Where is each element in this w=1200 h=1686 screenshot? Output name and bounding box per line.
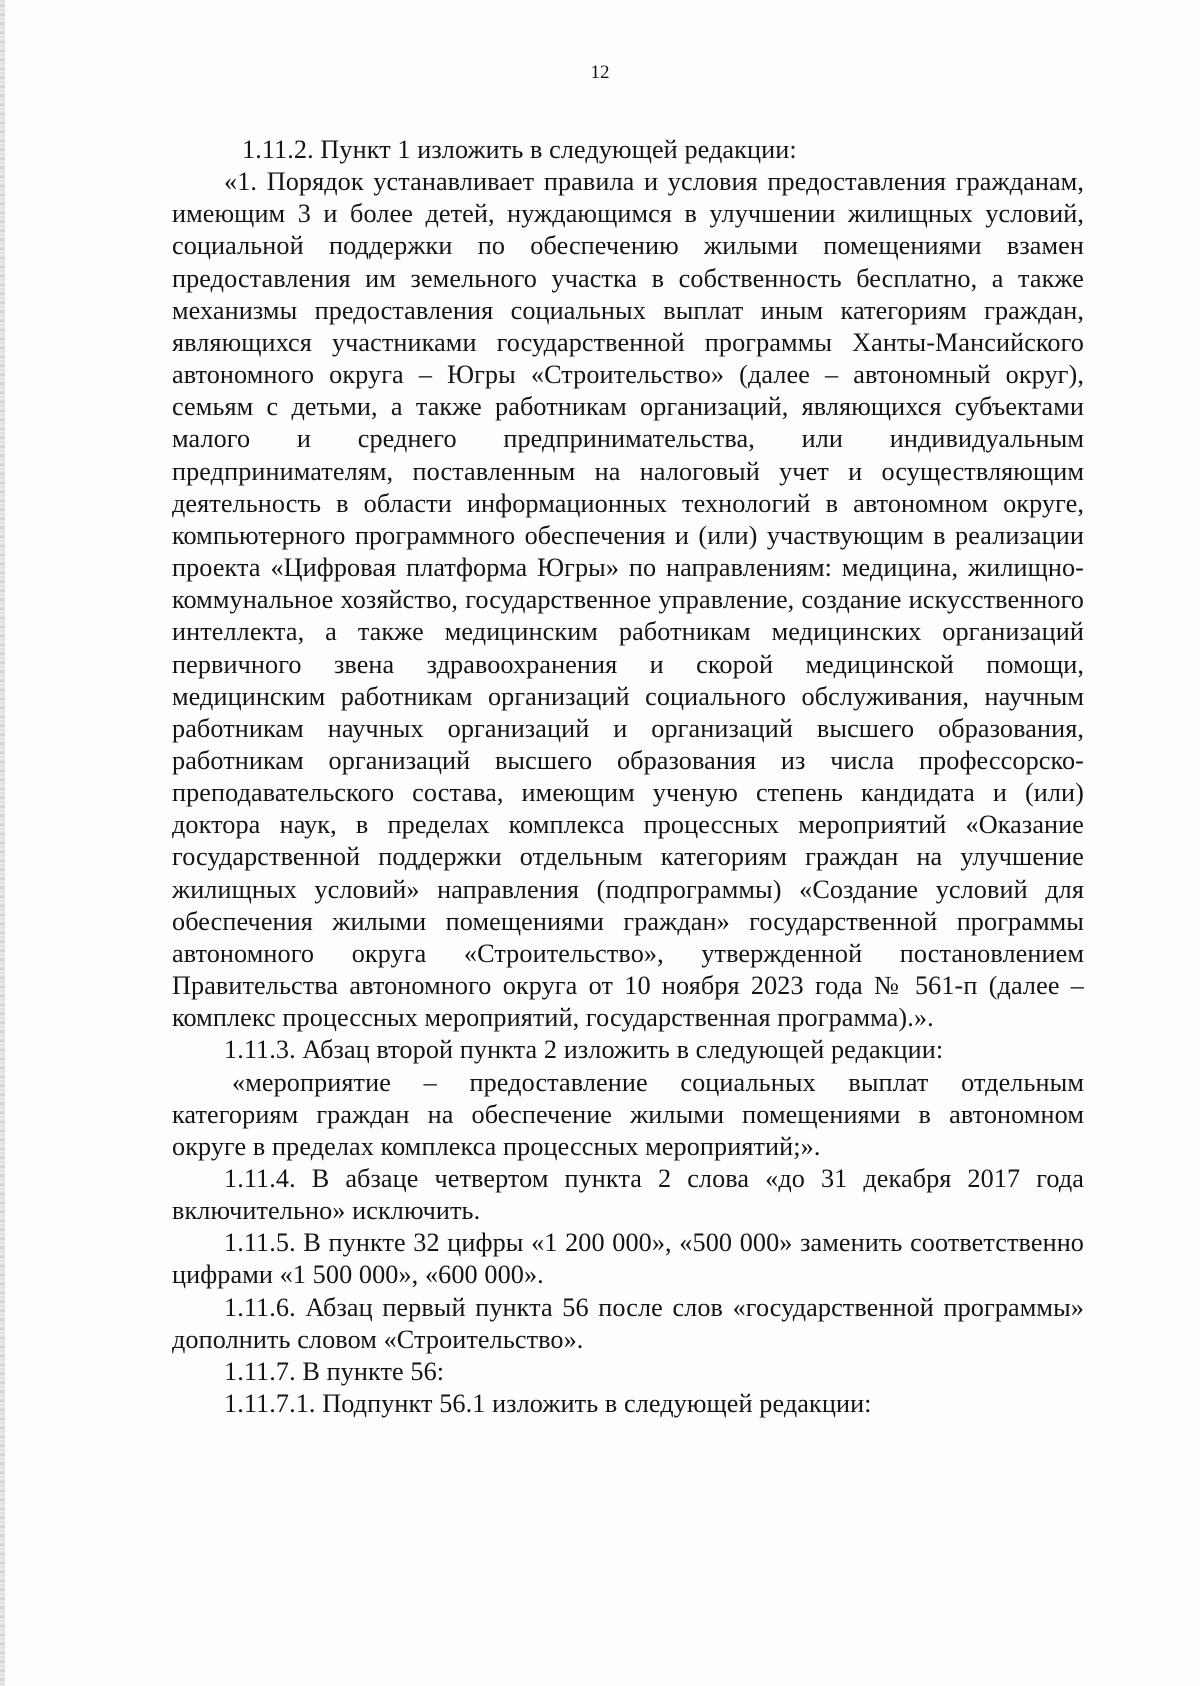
document-body bbox=[172, 134, 1084, 1420]
paragraph-1-11-7: 1.11.7. В пункте 56: bbox=[224, 1356, 445, 1386]
paragraph-1-11-6: 1.11.6. Абзац первый пункта 56 после слов «государственной программы» дополнить словом «Строительство». bbox=[172, 1292, 1084, 1354]
paragraph-1-11-7-1: 1.11.7.1. Подпункт 56.1 изложить в следующей редакции: bbox=[224, 1389, 872, 1419]
scan-edge bbox=[0, 0, 5, 1686]
paragraph-quoted-measure: «мероприятие – предоставление социальных выплат отдельным категориям граждан на обеспечение жилыми помещениями в автономном округе в пределах комплекса процессных мероприятий;». bbox=[172, 1067, 1084, 1161]
paragraph-quoted-point-1: «1. Порядок устанавливает правила и условия предоставления гражданам, имеющим 3 и более детей, нуждающимся в улучшении жилищных условий, социальной поддержки по обеспечению жилыми помещениями взамен предоставления им земельного участка в собственность бесплатно, а также механизмы предоставления социальных выплат иным категориям граждан, являющихся участниками государственной программы Ханты-Мансийского автономного округа – Югры «Строительство» (далее – автономный округ), семьям с детьми, а также работникам организаций, являющихся субъектами малого и среднего предпринимательства, или индивидуальным предпринимателям, поставленным на налоговый учет и осуществляющим деятельность в области информационных технологий в автономном округе, компьютерного программного обеспечения и (или) участвующим в реализации проекта «Цифровая платформа Югры» по направлениям: медицина, жилищно-коммунальное хозяйство, государственное управление, создание искусственного интеллекта, а также медицинским работникам медицинских организаций первичного звена здравоохранения и скорой медицинской помощи, медицинским работникам организаций социального обслуживания, научным работникам научных организаций и организаций высшего образования, работникам организаций высшего образования из числа профессорско-преподавательского состава, имеющим ученую степень кандидата и (или) доктора наук, в пределах комплекса процессных мероприятий «Оказание государственной поддержки отдельным категориям граждан на улучшение жилищных условий» направления (подпрограммы) «Создание условий для обеспечения жилыми помещениями граждан» государственной программы автономного округа «Строительство», утвержденной постановлением Правительства автономного округа от 10 ноября 2023 года № 561-п (далее – комплекс процессных мероприятий, государственная программа).». bbox=[172, 167, 1084, 1033]
paragraph-1-11-5: 1.11.5. В пункте 32 цифры «1 200 000», «500 000» заменить соответственно цифрами «1 500 000», «600 000». bbox=[172, 1228, 1084, 1290]
paragraph-1-11-4: 1.11.4. В абзаце четвертом пункта 2 слова «до 31 декабря 2017 года включительно» исключить. bbox=[172, 1164, 1084, 1226]
paragraph-1-11-3: 1.11.3. Абзац второй пункта 2 изложить в следующей редакции: bbox=[224, 1035, 944, 1065]
page-number: 12 bbox=[590, 62, 610, 83]
paragraph-1-11-2: 1.11.2. Пункт 1 изложить в следующей редакции: bbox=[242, 135, 797, 164]
